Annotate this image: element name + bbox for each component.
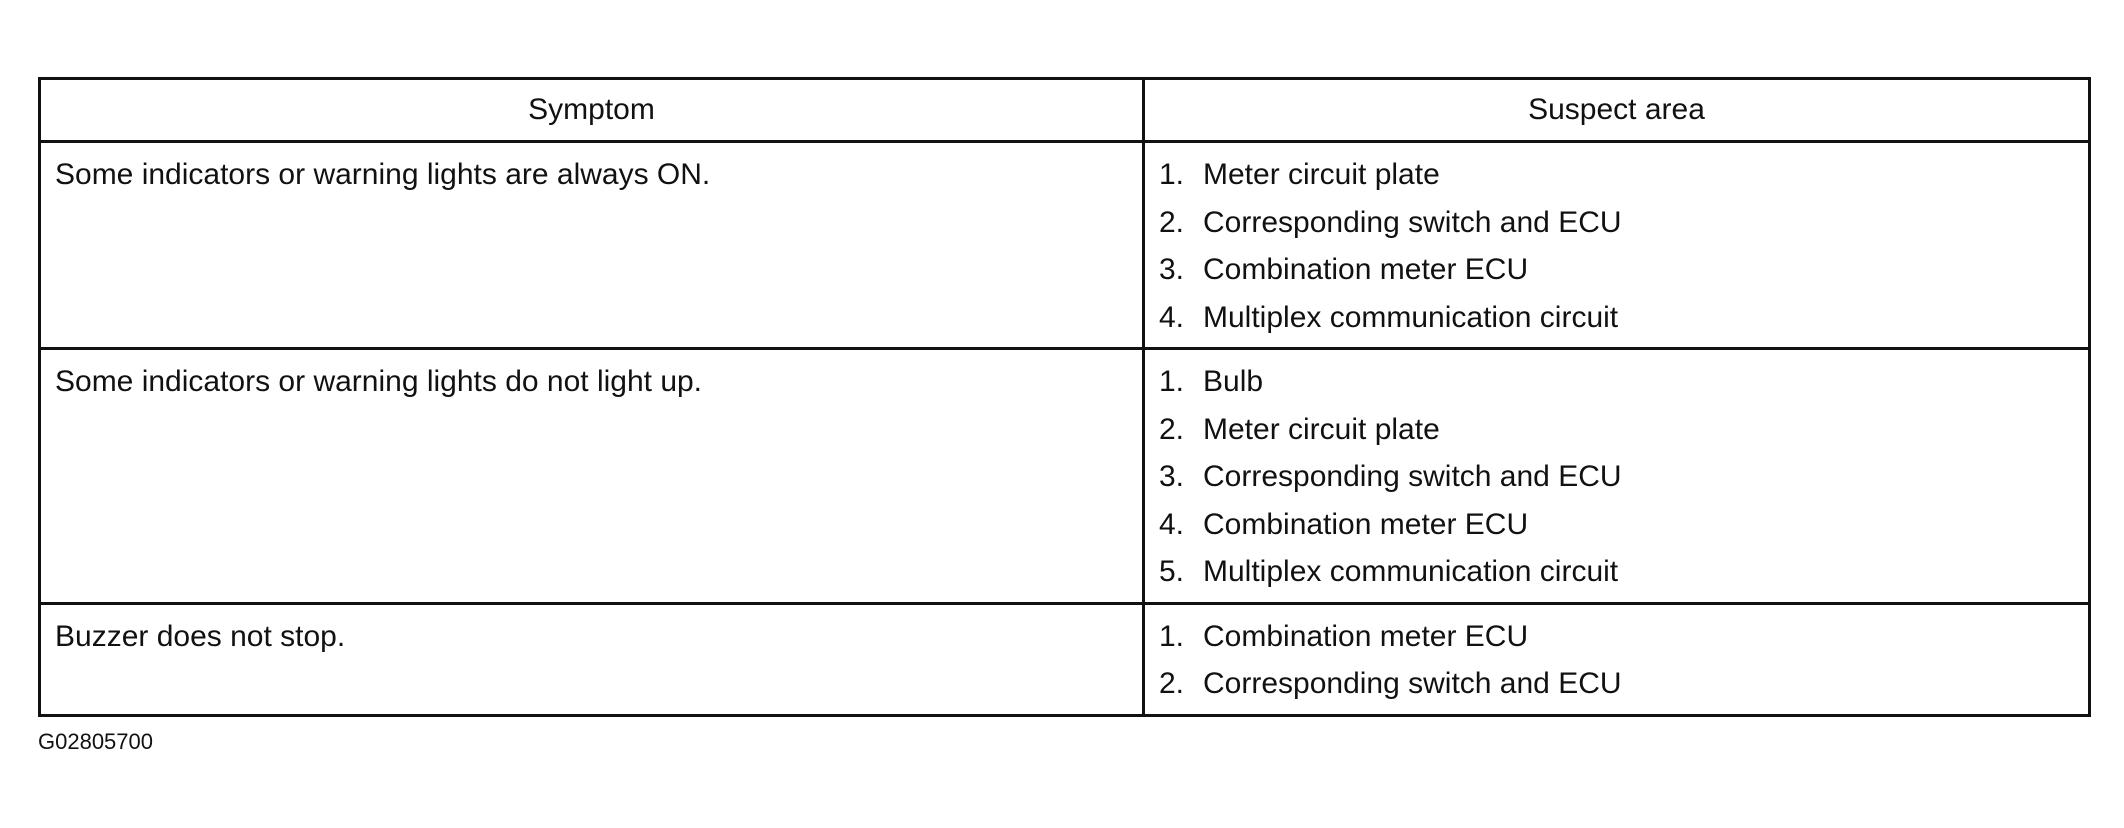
suspect-item-number: 1. — [1159, 365, 1185, 398]
table-row — [40, 349, 2090, 604]
symptom-cell: Buzzer does not stop. — [40, 603, 1144, 715]
suspect-item-text: Corresponding switch and ECU — [1203, 205, 1622, 239]
table-body — [40, 142, 2090, 716]
symptom-cell: Some indicators or warning lights are always ON. — [40, 142, 1144, 349]
suspect-item-text: Bulb — [1203, 365, 1264, 398]
table-row — [40, 603, 2090, 715]
suspect-item-number: 2. — [1159, 412, 1185, 446]
suspect-item-number: 1. — [1159, 158, 1185, 191]
suspect-area-cell — [1144, 142, 2090, 349]
suspect-item-text: Combination meter ECU — [1203, 253, 1529, 286]
suspect-item-number: 5. — [1159, 555, 1185, 588]
suspect-item — [1159, 199, 2074, 247]
suspect-item — [1159, 548, 2074, 596]
suspect-item — [1159, 660, 2074, 708]
symptom-column-header: Symptom — [40, 79, 1144, 142]
suspect-item-text: Combination meter ECU — [1203, 619, 1529, 653]
symptom-table — [38, 77, 2091, 717]
table-header-row — [40, 79, 2090, 142]
suspect-item-number: 4. — [1159, 507, 1185, 541]
suspect-item-text: Multiplex communication circuit — [1203, 555, 1619, 588]
suspect-item-text: Meter circuit plate — [1203, 412, 1440, 446]
suspect-area-cell — [1144, 603, 2090, 715]
suspect-item-text: Corresponding switch and ECU — [1203, 460, 1622, 493]
symptom-cell: Some indicators or warning lights do not light up. — [40, 349, 1144, 604]
suspect-item — [1159, 151, 2074, 199]
suspect-item-number: 1. — [1159, 619, 1185, 653]
suspect-area-cell — [1144, 349, 2090, 604]
suspect-item — [1159, 501, 2074, 549]
suspect-item-number: 3. — [1159, 460, 1185, 493]
suspect-area-column-header: Suspect area — [1144, 79, 2090, 142]
suspect-item-text: Combination meter ECU — [1203, 507, 1529, 541]
suspect-item-number: 2. — [1159, 667, 1185, 700]
table-row — [40, 142, 2090, 349]
figure-id: G02805700 — [38, 729, 153, 754]
suspect-item — [1159, 406, 2074, 454]
suspect-list — [1159, 151, 2074, 341]
suspect-item — [1159, 613, 2074, 661]
suspect-item — [1159, 294, 2074, 342]
suspect-item-text: Corresponding switch and ECU — [1203, 667, 1622, 700]
suspect-item-text: Multiplex communication circuit — [1203, 300, 1619, 334]
suspect-item-number: 4. — [1159, 300, 1185, 334]
suspect-item — [1159, 246, 2074, 294]
suspect-item — [1159, 358, 2074, 406]
suspect-item-text: Meter circuit plate — [1203, 158, 1440, 191]
suspect-list — [1159, 613, 2074, 708]
suspect-item-number: 2. — [1159, 205, 1185, 239]
suspect-list — [1159, 358, 2074, 596]
suspect-item-number: 3. — [1159, 253, 1185, 286]
suspect-item — [1159, 453, 2074, 501]
